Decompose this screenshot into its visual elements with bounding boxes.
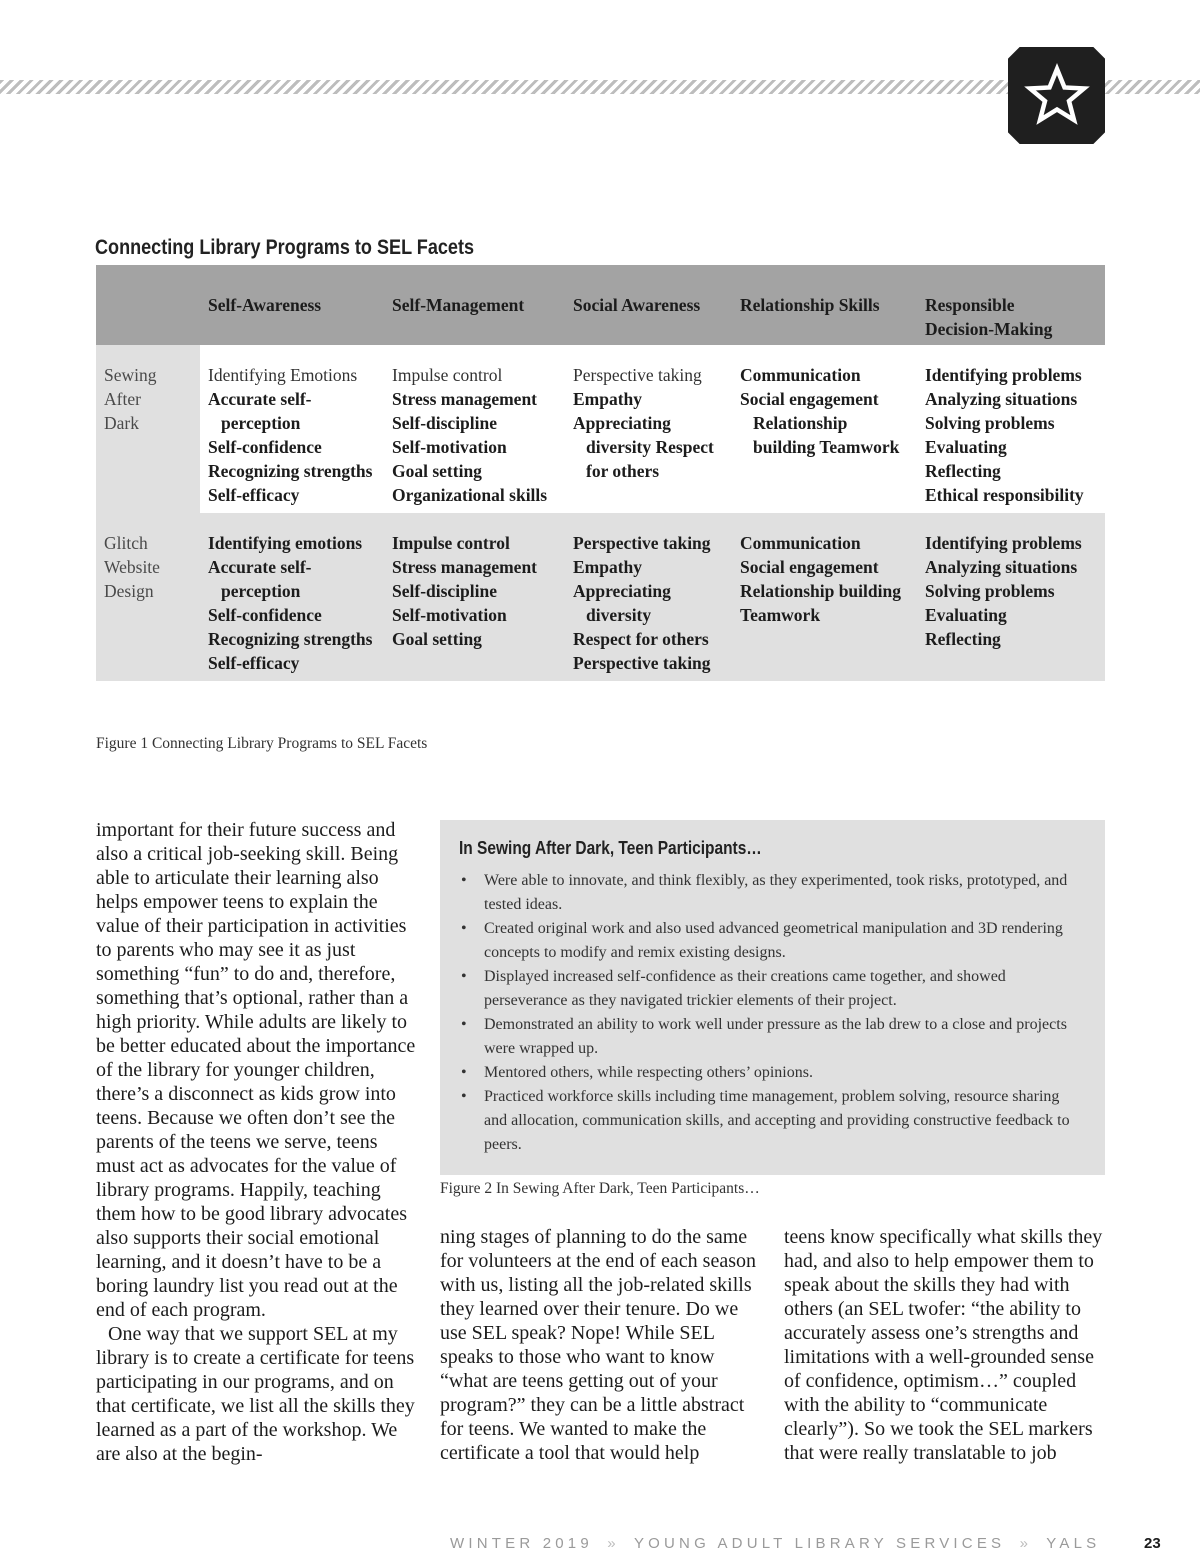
facet-item: Self-discipline — [392, 581, 498, 601]
body-paragraph: One way that we support SEL at my library is to create a certificate for teens participating in our programs, and on that certificate, we list all the skills they learned as a part of the workshop. We are also at the begin- — [96, 1323, 415, 1465]
body-paragraph: teens know specifically what skills they had, and also to help empower them to speak about the skills they had with others (an SEL twofer: “the ability to accurately assess one’s strengths and limitations with a well-grounded sense of confidence, optimism…” coupled with the ability to “communicate clearly”). So we took the SEL markers that were really translatable to job — [784, 1226, 1103, 1464]
facet-item: Empathy — [573, 557, 643, 577]
header-relationship-skills: Relationship Skills — [732, 265, 917, 345]
footer-org: YALS — [1046, 1535, 1101, 1552]
header-self-management: Self-Management — [384, 265, 565, 345]
facet-item: Evaluating — [925, 605, 1007, 625]
facet-item: Appreciating diversity — [573, 581, 671, 625]
star-icon — [1024, 63, 1090, 129]
footer-season: WINTER 2019 — [450, 1535, 593, 1552]
program-name: Glitch Website Design — [96, 513, 200, 681]
facet-item: Self-confidence — [208, 437, 322, 457]
facet-item: Empathy — [573, 389, 643, 409]
table-header-row — [96, 265, 1105, 345]
facet-item: Goal setting — [392, 461, 482, 481]
header-social-awareness: Social Awareness — [565, 265, 732, 345]
facet-item: Stress management — [392, 389, 538, 409]
facet-item: Self-motivation — [392, 437, 507, 457]
facet-item: Impulse control — [392, 365, 503, 385]
sidebar-list — [459, 869, 1085, 1157]
facet-item: Identifying problems — [925, 533, 1082, 553]
header-blank — [96, 265, 200, 345]
cell-facets — [384, 345, 565, 513]
header-responsible-decision-making: Responsible Decision-Making — [917, 265, 1105, 345]
table-heading: Connecting Library Programs to SEL Facets — [95, 236, 475, 259]
footer-magazine: YOUNG ADULT LIBRARY SERVICES — [633, 1535, 1006, 1552]
table-row-glitch-website-design — [96, 513, 1105, 681]
facet-item: Solving problems — [925, 413, 1055, 433]
body-paragraph: ning stages of planning to do the same for volunteers at the end of each season with us, listing all the job-related skills they learned over their tenure. Do we use SEL speak? Nope! While SEL speaks to those who want to know “what are teens getting out of your program?” they can be a little abstract for teens. We wanted to make the certificate a tool that would help — [440, 1226, 756, 1464]
cell-facets — [200, 513, 384, 681]
facet-item: Teamwork — [740, 605, 821, 625]
facet-item: Recognizing strengths — [208, 629, 373, 649]
facet-item: Reflecting — [925, 461, 1001, 481]
header-self-awareness: Self-Awareness — [200, 265, 384, 345]
footer-separator: » — [607, 1535, 620, 1552]
list-item: • Mentored others, while respecting others’ opinions. — [459, 1061, 1085, 1085]
list-item: • Were able to innovate, and think flexibly, as they experimented, took risks, prototyped, and tested ideas. — [459, 869, 1085, 917]
body-paragraph: important for their future success and also a critical job-seeking skill. Being able to articulate their learning also helps empower teens to explain the value of their participation in activities to parents who may see it as just something “fun” to do and, therefore, something that’s optional, rather than a high priority. While adults are likely to be better educated about the importance of the library for younger children, there’s a disconnect as kids grow into teens. Because we often don’t see the parents of the teens we serve, teens must act as advocates for the value of library programs. Happily, teaching them how to be good library advocates also supports their social emotional learning, and it doesn’t have to be a boring laundry list you read out at the end of each program. — [96, 819, 416, 1321]
footer-separator: » — [1019, 1535, 1033, 1552]
figure-1-caption: Figure 1 Connecting Library Programs to SEL Facets — [96, 735, 428, 752]
facet-item: Self-efficacy — [208, 485, 300, 505]
facet-item: Impulse control — [392, 533, 510, 553]
facet-item: Identifying Emotions — [208, 365, 358, 385]
body-column-2 — [440, 1225, 762, 1465]
facet-item: Reflecting — [925, 629, 1001, 649]
facet-item: Analyzing situations — [925, 389, 1078, 409]
list-item: • Practiced workforce skills including time management, problem solving, resource sharing and allocation, communication skills, and accepting and providing constructive feedback to peers. — [459, 1085, 1085, 1157]
facet-item: Self-efficacy — [208, 653, 300, 673]
list-item: • Demonstrated an ability to work well under pressure as the lab drew to a close and projects were wrapped up. — [459, 1013, 1085, 1061]
facet-item: Accurate self-perception — [208, 389, 312, 433]
cell-facets — [565, 513, 732, 681]
facet-item: Perspective taking — [573, 365, 702, 385]
facet-item: Self-motivation — [392, 605, 507, 625]
facet-item: Communication — [740, 533, 861, 553]
facet-item: Communication — [740, 365, 861, 385]
cell-facets — [732, 513, 917, 681]
facet-item: Ethical responsibility — [925, 485, 1084, 505]
running-footer — [450, 1535, 1100, 1552]
facet-item: Perspective taking — [573, 653, 711, 673]
cell-facets — [732, 345, 917, 513]
facet-item: Accurate self-perception — [208, 557, 312, 601]
facet-item: Self-discipline — [392, 413, 498, 433]
star-badge — [1008, 47, 1105, 144]
cell-facets — [917, 513, 1105, 681]
facet-item: Goal setting — [392, 629, 482, 649]
cell-facets — [384, 513, 565, 681]
program-name: Sewing After Dark — [96, 345, 200, 513]
figure-2-caption: Figure 2 In Sewing After Dark, Teen Participants… — [440, 1180, 760, 1197]
facet-item: Respect for others — [573, 629, 709, 649]
facet-item: Identifying emotions — [208, 533, 363, 553]
facet-item: Social engagement — [740, 557, 879, 577]
body-column-1 — [96, 818, 416, 1466]
page-number: 23 — [1144, 1535, 1161, 1552]
cell-facets — [565, 345, 732, 513]
table-row-sewing-after-dark — [96, 345, 1105, 513]
facet-item: Appreciating diversity Respect for others — [573, 413, 714, 481]
cell-facets — [200, 345, 384, 513]
facet-item: Stress management — [392, 557, 538, 577]
sidebar-title: In Sewing After Dark, Teen Participants… — [459, 838, 762, 858]
sel-facets-table — [96, 265, 1105, 681]
cell-facets — [917, 345, 1105, 513]
facet-item: Identifying problems — [925, 365, 1082, 385]
list-item: • Displayed increased self-confidence as their creations came together, and showed perseverance as they navigated trickier elements of their project. — [459, 965, 1085, 1013]
facet-item: Evaluating — [925, 437, 1007, 457]
facet-item: Recognizing strengths — [208, 461, 373, 481]
facet-item: Perspective taking — [573, 533, 711, 553]
facet-item: Organizational skills — [392, 485, 548, 505]
facet-item: Relationship building — [740, 581, 901, 601]
list-item: • Created original work and also used advanced geometrical manipulation and 3D rendering concepts to modify and remix existing designs. — [459, 917, 1085, 965]
facet-item: Social engagement Relationship building Teamwork — [740, 389, 900, 457]
body-column-3 — [784, 1225, 1106, 1465]
sidebar-box — [440, 820, 1105, 1175]
facet-item: Self-confidence — [208, 605, 322, 625]
facet-item: Solving problems — [925, 581, 1055, 601]
facet-item: Analyzing situations — [925, 557, 1078, 577]
